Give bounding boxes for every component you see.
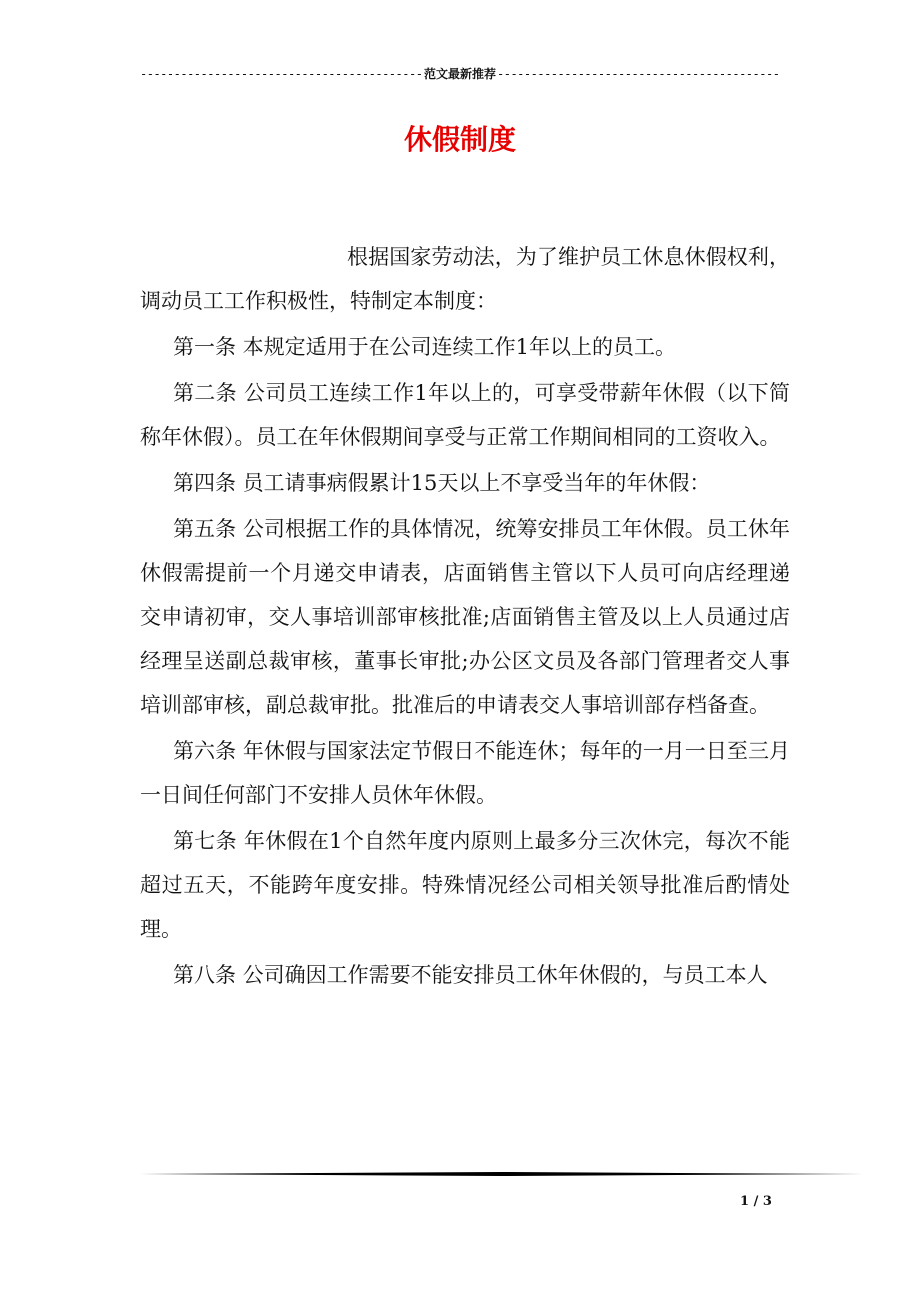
intro-paragraph: 根据国家劳动法，为了维护员工休息休假权利，调动员工工作积极性，特制定本制度：: [140, 245, 790, 313]
article-paragraph: 第八条 公司确因工作需要不能安排员工休年休假的，与员工本人: [173, 963, 768, 987]
article-paragraph: 第四条 员工请事病假累计15天以上不享受当年的年休假：: [173, 471, 711, 495]
document-body: [140, 235, 790, 999]
article-paragraph: 第二条 公司员工连续工作1年以上的，可享受带薪年休假（以下简称年休假）。员工在年休假期间享受与正常工作期间相同的工资收入。: [140, 381, 790, 449]
footer-divider: [140, 1172, 863, 1176]
page-number: 1 / 3: [740, 1194, 772, 1209]
article-paragraph: 第七条 年休假在1个自然年度内原则上最多分三次休完，每次不能超过五天，不能跨年度安排。特殊情况经公司相关领导批准后酌情处理。: [140, 829, 790, 941]
header-label: 范文最新推荐: [423, 67, 496, 81]
article-paragraph: 第六条 年休假与国家法定节假日不能连休；每年的一月一日至三月一日间任何部门不安排人员休年休假。: [140, 739, 790, 807]
document-title: 休假制度: [403, 123, 516, 156]
article-paragraph: 第一条 本规定适用于在公司连续工作1年以上的员工。: [173, 335, 677, 359]
page-header: [140, 66, 780, 82]
header-left-dashes: [140, 66, 423, 82]
header-right-dashes: [497, 66, 780, 82]
article-paragraph: 第五条 公司根据工作的具体情况，统筹安排员工年休假。员工休年休假需提前一个月递交申请表，店面销售主管以下人员可向店经理递交申请初审，交人事培训部审核批准;店面销售主管及以上人员通过店经理呈送副总裁审核，董事长审批;办公区文员及各部门管理者交人事培训部审核，副总裁审批。批准后的申请表交人事培训部存档备查。: [140, 517, 790, 717]
